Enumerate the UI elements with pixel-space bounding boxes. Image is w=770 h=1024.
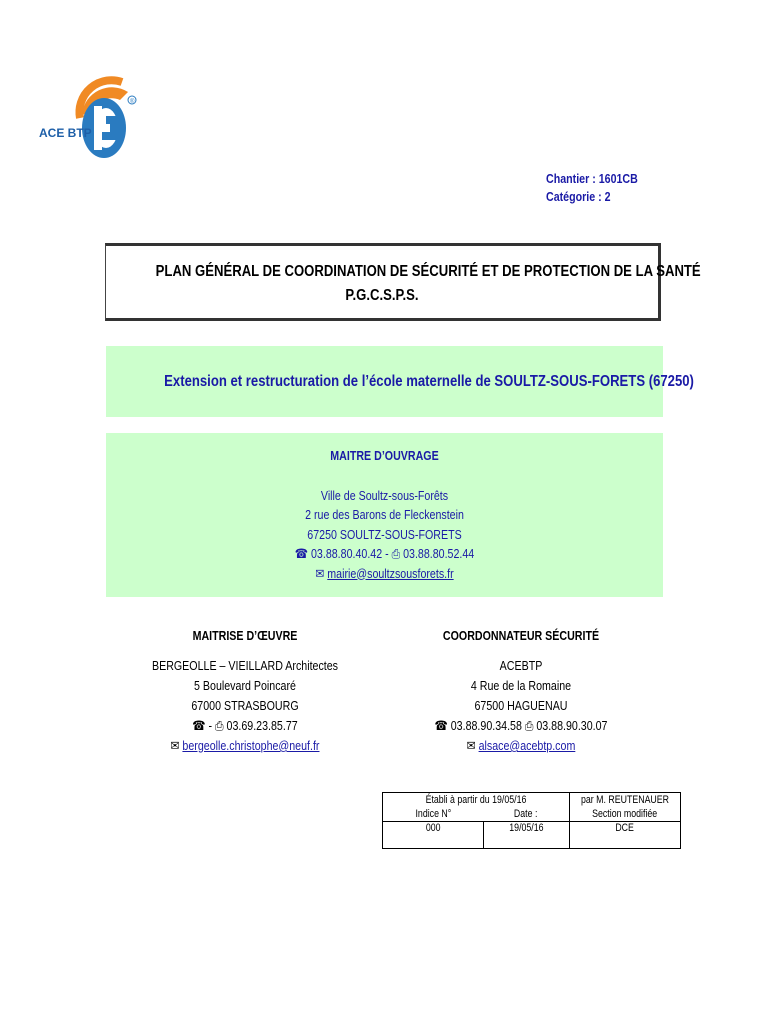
- document-title: PLAN GÉNÉRAL DE COORDINATION DE SÉCURITÉ ET DE PROTECTION DE LA SANTÉ: [155, 263, 701, 280]
- maitrise-oeuvre-name: BERGEOLLE – VIEILLARD Architectes: [151, 658, 339, 673]
- document-acronym: P.G.C.S.P.S.: [345, 287, 419, 304]
- project-title: Extension et restructuration de l’école maternelle de SOULTZ-SOUS-FORETS (67250): [164, 373, 694, 390]
- maitrise-oeuvre-email-row: [122, 736, 368, 756]
- coordonnateur-email-row: [398, 736, 644, 756]
- date-value: 19/05/16: [483, 822, 570, 849]
- maitrise-oeuvre-email-link[interactable]: bergeolle.christophe@neuf.fr: [182, 738, 320, 753]
- maitre-ouvrage-address2: 67250 SOULTZ-SOUS-FORETS: [307, 526, 462, 542]
- date-header: Date :: [483, 807, 570, 822]
- table-row: [383, 807, 681, 822]
- etabli-cell: Établi à partir du 19/05/16: [383, 793, 570, 808]
- document-title-box: [105, 243, 701, 321]
- mail-icon: ✉: [466, 738, 476, 753]
- par-cell: par M. REUTENAUER: [570, 793, 681, 808]
- maitrise-oeuvre-phone: ☎ - ⎙ 03.69.23.85.77: [192, 718, 298, 733]
- maitre-ouvrage-name: Ville de Soultz-sous-Forêts: [320, 487, 449, 503]
- mail-icon: ✉: [170, 738, 180, 753]
- maitre-ouvrage-email-row: [156, 564, 613, 584]
- table-row: [383, 822, 681, 849]
- indice-header: Indice N°: [383, 807, 484, 822]
- maitrise-oeuvre-heading: MAITRISE D’ŒUVRE: [192, 628, 298, 643]
- coordonnateur-phone: ☎ 03.88.90.34.58 ⎙ 03.88.90.30.07: [434, 718, 608, 733]
- maitre-ouvrage-email-link[interactable]: mairie@soultzsousforets.fr: [327, 565, 454, 581]
- maitre-ouvrage-address1: 2 rue des Barons de Fleckenstein: [305, 507, 464, 522]
- table-row: [383, 793, 681, 808]
- maitrise-oeuvre-address1: 5 Boulevard Poincaré: [194, 678, 296, 693]
- maitre-ouvrage-block: [106, 433, 663, 597]
- maitre-ouvrage-heading: MAITRE D’OUVRAGE: [330, 448, 439, 463]
- ace-btp-logo: [36, 66, 146, 166]
- logo-text: ACE BTP: [39, 126, 92, 140]
- revision-table: [382, 792, 681, 849]
- maitrise-oeuvre-block: [95, 626, 395, 756]
- coordonnateur-heading: COORDONNATEUR SÉCURITÉ: [442, 628, 600, 643]
- maitrise-oeuvre-address2: 67000 STRASBOURG: [191, 698, 299, 713]
- section-header: Section modifiée: [570, 807, 681, 822]
- coordonnateur-name: ACEBTP: [499, 658, 543, 673]
- section-value: DCE: [570, 822, 681, 849]
- maitre-ouvrage-phone: ☎ 03.88.80.40.42 - ⎙ 03.88.80.52.44: [294, 546, 475, 561]
- logo-registered-mark: ®: [130, 99, 135, 105]
- coordonnateur-address2: 67500 HAGUENAU: [474, 698, 568, 713]
- chantier-label: Chantier : 1601CB: [546, 171, 638, 186]
- categorie-label: Catégorie : 2: [546, 189, 611, 204]
- coordonnateur-block: [371, 626, 671, 756]
- project-banner: [106, 346, 694, 417]
- document-meta: [546, 170, 658, 206]
- coordonnateur-email-link[interactable]: alsace@acebtp.com: [478, 738, 576, 753]
- indice-value: 000: [383, 822, 484, 849]
- coordonnateur-address1: 4 Rue de la Romaine: [470, 678, 572, 693]
- mail-icon: ✉: [315, 565, 325, 581]
